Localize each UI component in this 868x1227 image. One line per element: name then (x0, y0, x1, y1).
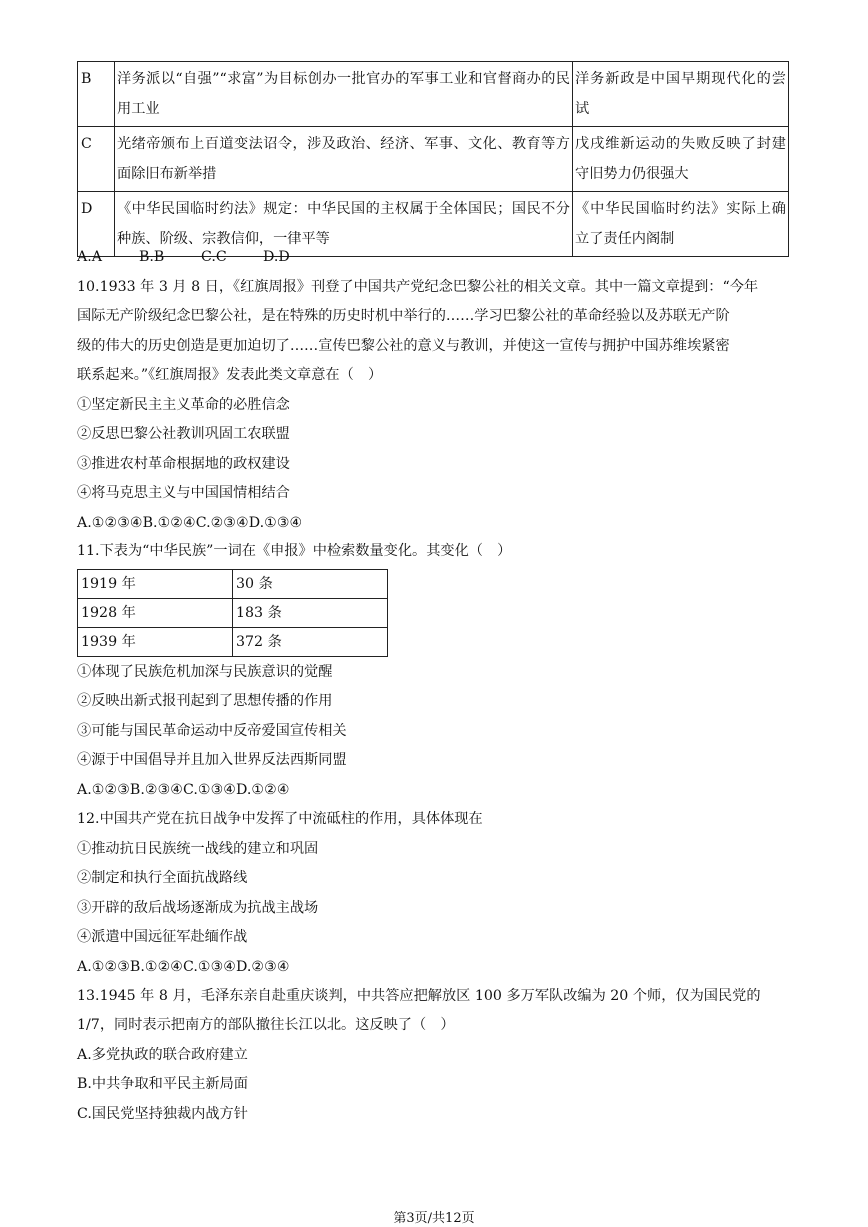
q10-stem-line: 10.1933 年 3 月 8 日，《红旗周报》刊登了中国共产党纪念巴黎公社的相关文章。其中一篇文章提到：“今年 (77, 279, 759, 295)
year-cell: 1928 年 (78, 599, 233, 628)
option-table (77, 61, 789, 257)
answer-option: C.C (201, 249, 227, 265)
q13-option: B.中共争取和平民主新局面 (77, 1076, 248, 1092)
q11-stem: 11.下表为“中华民族”一词在《申报》中检索数量变化。其变化（ ） (77, 543, 512, 559)
option-content: 《中华民国临时约法》规定：中华民国的主权属于全体国民；国民不分种族、阶级、宗教信仰，一律平等 (115, 192, 573, 257)
q11-item: ②反映出新式报刊起到了思想传播的作用 (77, 693, 333, 709)
option-conclusion: 戊戌维新运动的失败反映了封建守旧势力仍很强大 (573, 127, 789, 192)
q11-data-table (77, 569, 388, 657)
q10-stem-line: 级的伟大的历史创造是更加迫切了……宣传巴黎公社的意义与教训，并使这一宣传与拥护中国苏维埃紧密 (77, 338, 730, 354)
option-label: D (78, 192, 115, 257)
table-row (78, 127, 789, 192)
q12-item: ①推动抗日民族统一战线的建立和巩固 (77, 841, 319, 857)
q12-stem: 12.中国共产党在抗日战争中发挥了中流砥柱的作用，具体体现在 (77, 811, 483, 827)
q10-item: ②反思巴黎公社教训巩固工农联盟 (77, 426, 290, 442)
q11-item: ③可能与国民革命运动中反帝爱国宣传相关 (77, 723, 347, 739)
table-row (78, 628, 388, 657)
option-label: C (78, 127, 115, 192)
count-cell: 372 条 (233, 628, 388, 657)
answer-option: D.D (263, 249, 290, 265)
q13-option: C.国民党坚持独裁内战方针 (77, 1106, 248, 1122)
table-row (78, 599, 388, 628)
q12-answers: A.①②③B.①②④C.①③④D.②③④ (77, 959, 290, 975)
table-row (78, 570, 388, 599)
q13-stem-line: 13.1945 年 8 月，毛泽东亲自赴重庆谈判，中共答应把解放区 100 多万军队改编为 20 个师，仅为国民党的 (77, 988, 761, 1004)
q10-answers: A.①②③④B.①②④C.②③④D.①③④ (77, 515, 303, 531)
answer-option: A.A (77, 249, 103, 265)
page-footer: 第3页/共12页 (393, 1211, 475, 1226)
answer-option: B.B (139, 249, 165, 265)
q12-item: ④派遣中国远征军赴缅作战 (77, 929, 248, 945)
option-content: 光绪帝颁布上百道变法诏令，涉及政治、经济、军事、文化、教育等方面除旧布新举措 (115, 127, 573, 192)
q10-item: ④将马克思主义与中国国情相结合 (77, 485, 290, 501)
q13-option: A.多党执政的联合政府建立 (77, 1047, 248, 1063)
q13-stem-line: 1/7，同时表示把南方的部队撤往长江以北。这反映了（ ） (77, 1017, 455, 1033)
q11-answers: A.①②③B.②③④C.①③④D.①②④ (77, 782, 290, 798)
q11-item: ①体现了民族危机加深与民族意识的觉醒 (77, 664, 333, 680)
q10-item: ③推进农村革命根据地的政权建设 (77, 456, 290, 472)
q12-item: ②制定和执行全面抗战路线 (77, 870, 248, 886)
q10-stem-line: 国际无产阶级纪念巴黎公社，是在特殊的历史时机中举行的……学习巴黎公社的革命经验以及苏联无产阶 (77, 308, 730, 324)
option-conclusion: 《中华民国临时约法》实际上确立了责任内阁制 (573, 192, 789, 257)
year-cell: 1939 年 (78, 628, 233, 657)
q10-stem-line: 联系起来。”《红旗周报》发表此类文章意在（ ） (77, 367, 383, 383)
q10-item: ①坚定新民主主义革命的必胜信念 (77, 397, 290, 413)
year-cell: 1919 年 (78, 570, 233, 599)
q11-item: ④源于中国倡导并且加入世界反法西斯同盟 (77, 752, 347, 768)
count-cell: 30 条 (233, 570, 388, 599)
option-content: 洋务派以“自强”“求富”为目标创办一批官办的军事工业和官督商办的民用工业 (115, 62, 573, 127)
option-label: B (78, 62, 115, 127)
q9-answer-options (77, 247, 793, 267)
option-conclusion: 洋务新政是中国早期现代化的尝试 (573, 62, 789, 127)
q12-item: ③开辟的敌后战场逐渐成为抗战主战场 (77, 900, 319, 916)
count-cell: 183 条 (233, 599, 388, 628)
table-row (78, 62, 789, 127)
